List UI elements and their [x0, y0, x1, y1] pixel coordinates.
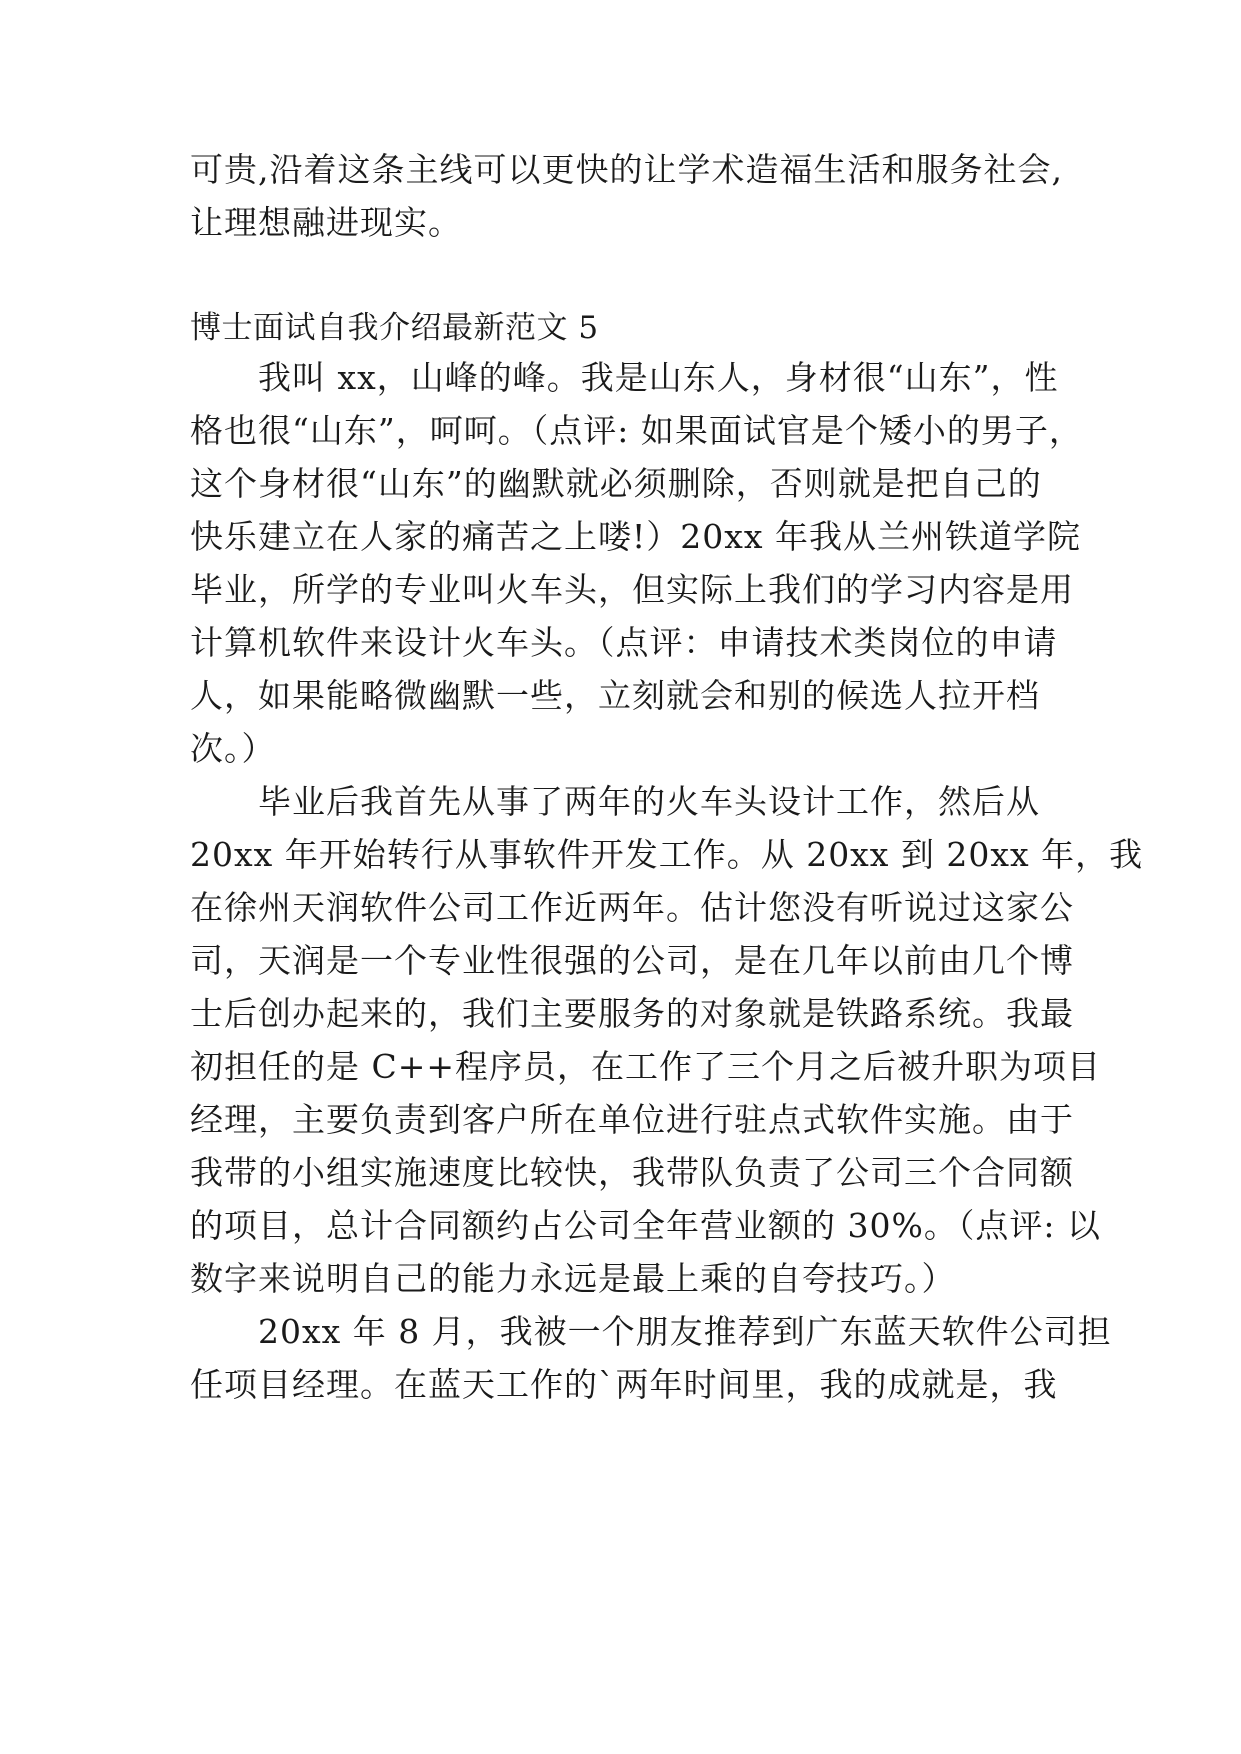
paragraph-2-line: 初担任的是 C++程序员，在工作了三个月之后被升职为项目 [190, 1047, 1102, 1086]
section-heading: 博士面试自我介绍最新范文 5 [190, 310, 599, 346]
paragraph-1-line: 这个身材很“山东”的幽默就必须删除，否则就是把自己的 [190, 464, 1042, 503]
text-line: 让理想融进现实。 [190, 203, 462, 242]
text-line: 可贵,沿着这条主线可以更快的让学术造福生活和服务社会, [190, 150, 1063, 189]
paragraph-1-line: 快乐建立在人家的痛苦之上喽!）20xx 年我从兰州铁道学院 [190, 517, 1081, 556]
paragraph-1-line: 我叫 xx，山峰的峰。我是山东人，身材很“山东”，性 [258, 358, 1059, 397]
paragraph-1-line: 次。） [190, 729, 276, 768]
paragraph-2-line: 我带的小组实施速度比较快，我带队负责了公司三个合同额 [190, 1153, 1074, 1192]
paragraph-2-line: 在徐州天润软件公司工作近两年。估计您没有听说过这家公 [190, 888, 1074, 927]
paragraph-1-line: 人，如果能略微幽默一些，立刻就会和别的候选人拉开档 [190, 676, 1040, 715]
paragraph-2-line: 的项目，总计合同额约占公司全年营业额的 30%。（点评: 以 [190, 1206, 1101, 1245]
paragraph-1-line: 格也很“山东”，呵呵。（点评: 如果面试官是个矮小的男子， [190, 411, 1083, 450]
paragraph-2-line: 士后创办起来的，我们主要服务的对象就是铁路系统。我最 [190, 994, 1074, 1033]
paragraph-2-line: 司，天润是一个专业性很强的公司，是在几年以前由几个博 [190, 941, 1074, 980]
paragraph-2-line: 20xx 年开始转行从事软件开发工作。从 20xx 到 20xx 年，我 [190, 835, 1144, 874]
paragraph-2-line: 毕业后我首先从事了两年的火车头设计工作，然后从 [258, 782, 1040, 821]
paragraph-1-line: 计算机软件来设计火车头。（点评：申请技术类岗位的申请 [190, 623, 1058, 662]
paragraph-2-line: 数字来说明自己的能力永远是最上乘的自夸技巧。） [190, 1259, 956, 1298]
paragraph-2-line: 经理，主要负责到客户所在单位进行驻点式软件实施。由于 [190, 1100, 1074, 1139]
paragraph-1-line: 毕业，所学的专业叫火车头，但实际上我们的学习内容是用 [190, 570, 1074, 609]
paragraph-3-line: 20xx 年 8 月，我被一个朋友推荐到广东蓝天软件公司担 [258, 1312, 1112, 1351]
paragraph-3-line: 任项目经理。在蓝天工作的`两年时间里，我的成就是，我 [190, 1365, 1058, 1404]
